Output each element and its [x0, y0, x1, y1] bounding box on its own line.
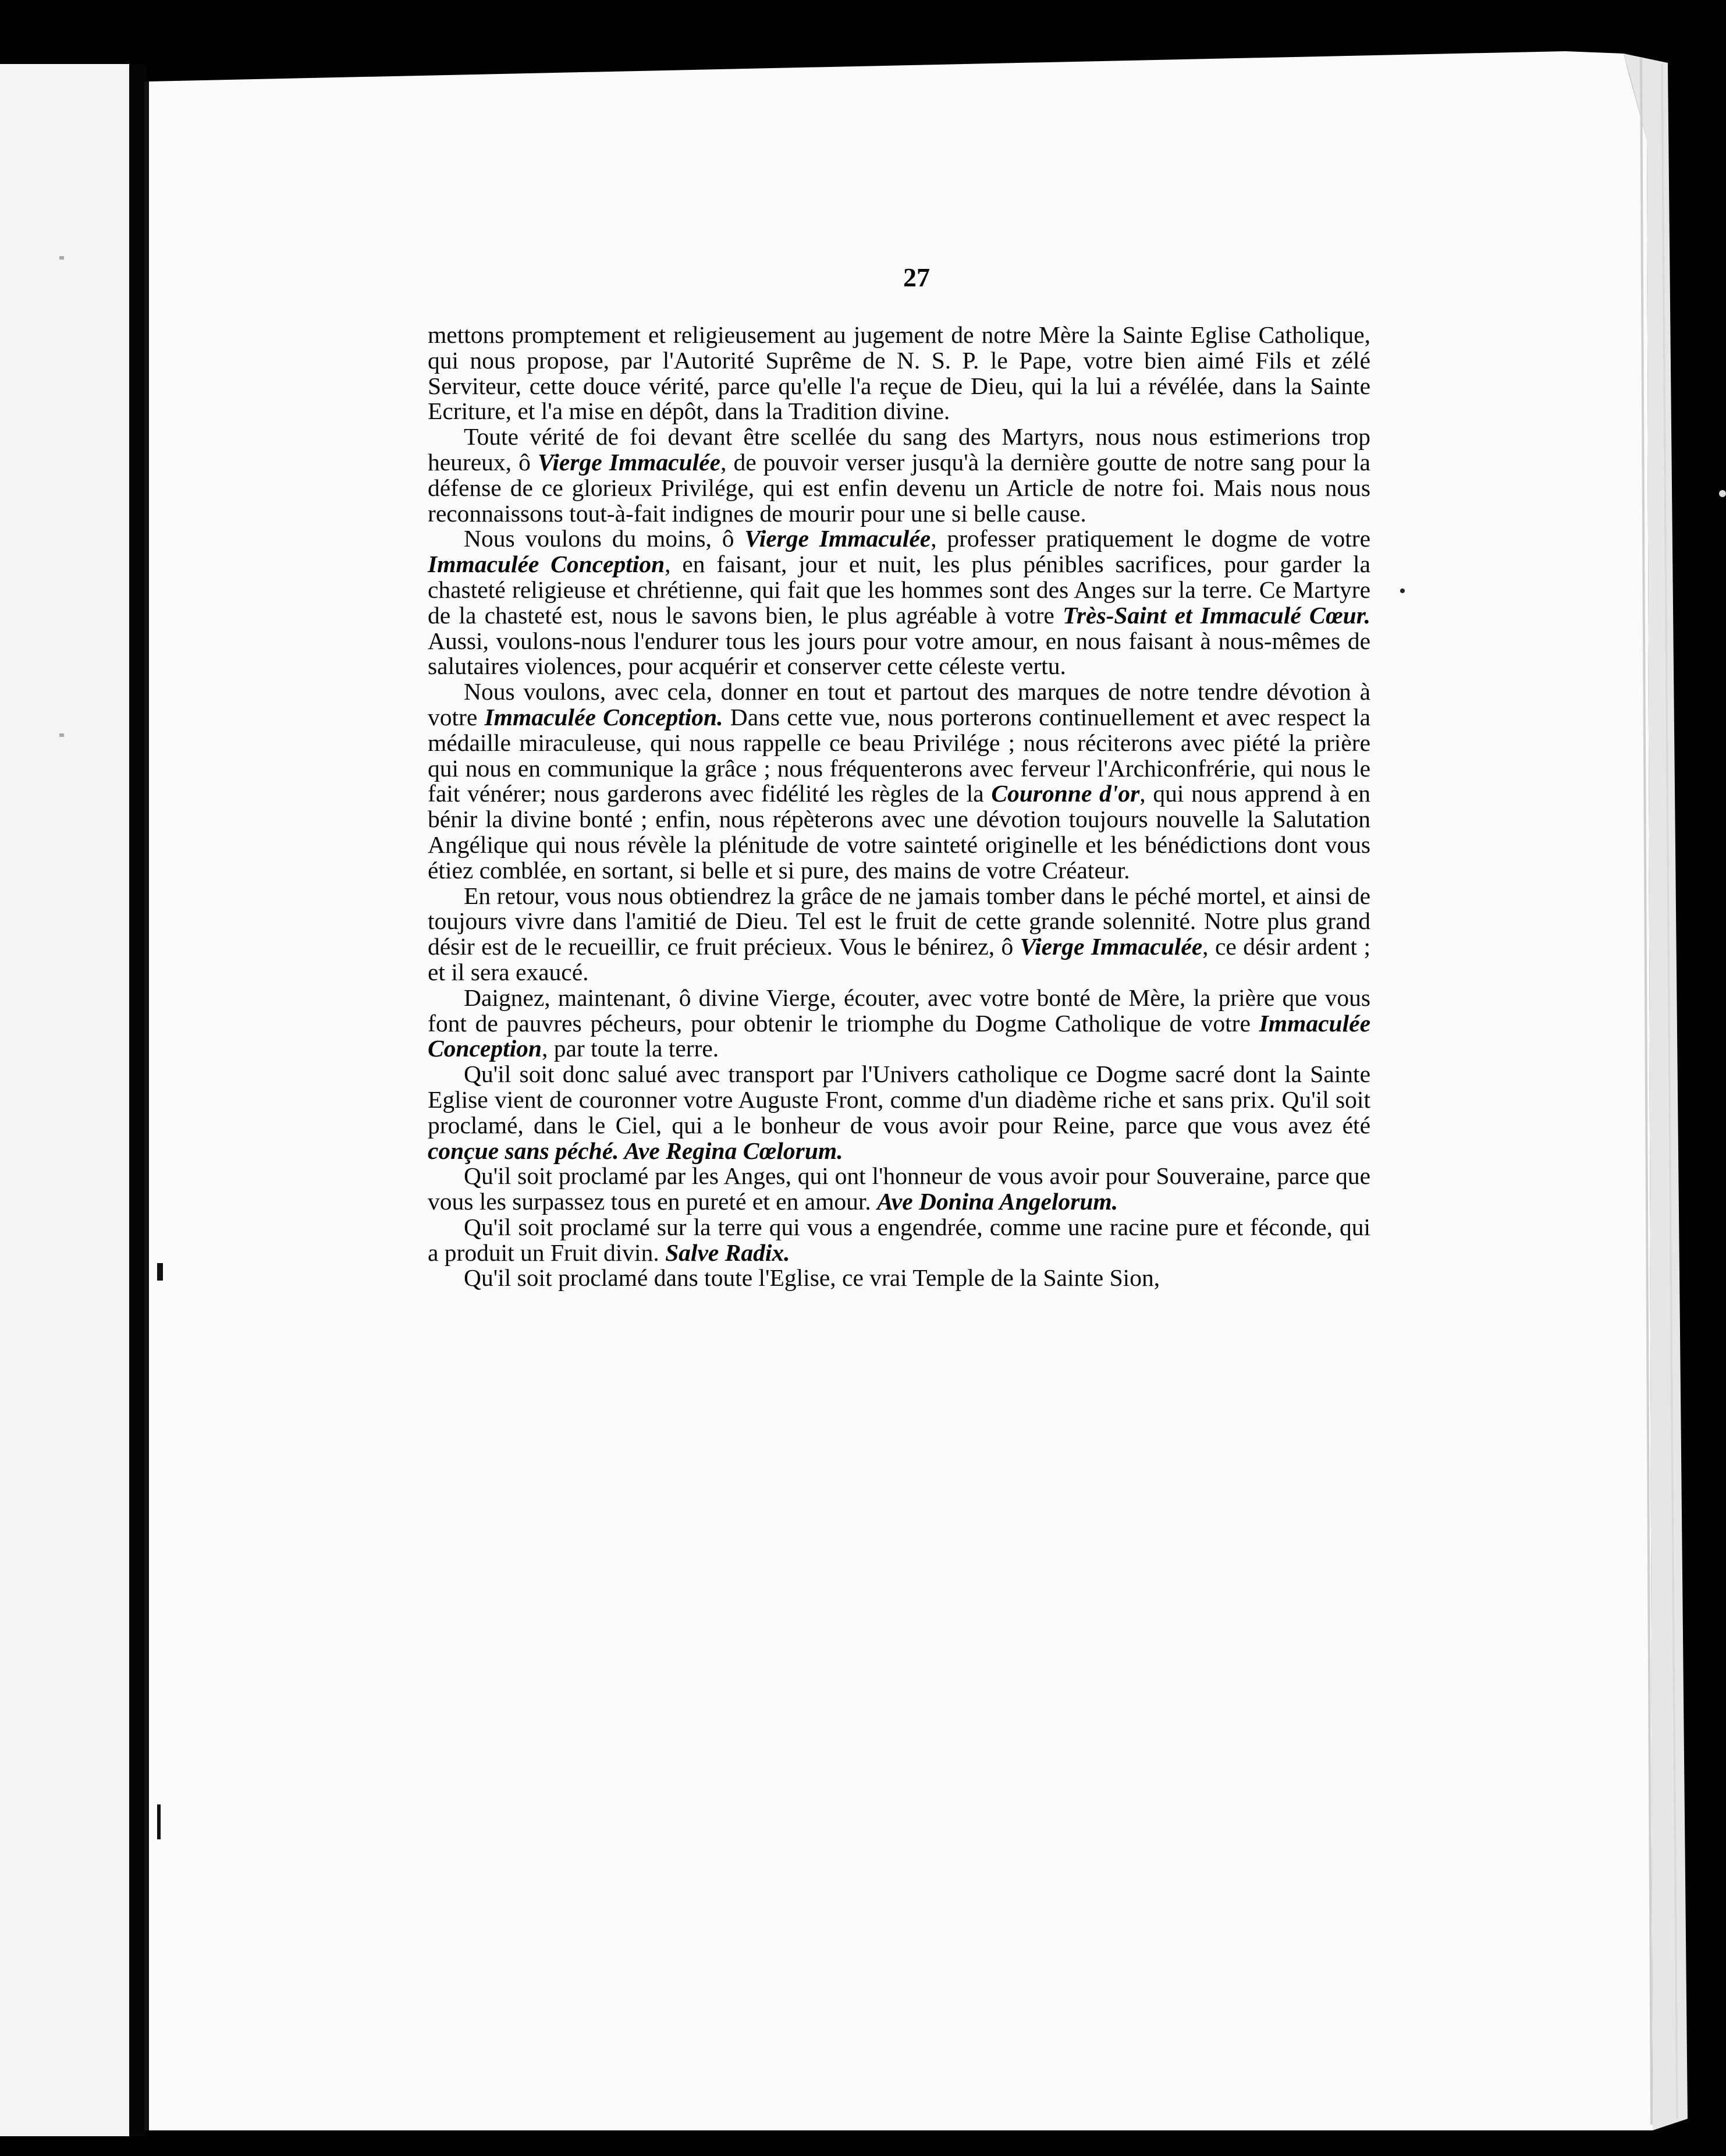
page-text-block	[428, 263, 1370, 1291]
scan-speck	[1719, 490, 1726, 497]
paragraph	[428, 985, 1370, 1062]
paragraph	[428, 322, 1370, 424]
text-run: , en faisant, jour et nuit, les plus pénibles sacrifices, pour garder la chasteté religieuse et chrétienne, qui fait que les hommes sont des Anges sur la terre. Ce Martyre de la chasteté est, nous le savons bien, le plus agréable à votre	[428, 551, 1370, 629]
italic-phrase: Très-Saint et Immaculé Cœur.	[1063, 601, 1370, 629]
text-run: , de pouvoir verser jusqu'à la dernière goutte de notre sang pour la défense de ce glorieux Privilége, qui est enfin devenu un Article de notre foi. Mais nous nous reconnaissons tout-à-fait indignes de mourir pour une si belle cause.	[428, 448, 1370, 527]
text-run: Toute vérité de foi devant être scellée du sang des Martyrs, nous nous estimerions trop heureux, ô	[428, 423, 1370, 476]
paragraph	[428, 1215, 1370, 1266]
page-number: 27	[903, 263, 930, 292]
scan-mark	[157, 1263, 163, 1281]
text-run: Daignez, maintenant, ô divine Vierge, écouter, avec votre bonté de Mère, la prière que vous font de pauvres pécheurs, pour obtenir le triomphe du Dogme Catholique de votre	[428, 984, 1370, 1037]
text-run: , professer pratiquement le dogme de votre	[931, 525, 1370, 552]
italic-phrase: Ave Donina Angelorum.	[877, 1188, 1118, 1215]
italic-phrase: Immaculée Conception	[428, 551, 665, 578]
italic-phrase: Couronne d'or	[991, 780, 1140, 807]
italic-phrase: Salve Radix.	[665, 1239, 790, 1266]
paragraph	[428, 679, 1370, 883]
scan-mark	[59, 733, 64, 737]
paragraph	[428, 424, 1370, 526]
italic-phrase: Vierge Immaculée	[537, 448, 721, 476]
text-run: Aussi, voulons-nous l'endurer tous les jours pour votre amour, en nous faisant à nous-mêmes de salutaires violences, pour acquérir et conserver cette céleste vertu.	[428, 627, 1370, 680]
scan-speck	[1400, 588, 1405, 593]
text-run: , par toute la terre.	[542, 1035, 719, 1062]
paragraph	[428, 1062, 1370, 1164]
italic-phrase: Immaculée Conception.	[484, 703, 723, 731]
text-run: Nous voulons, avec cela, donner en tout et partout des marques de notre tendre dévotion à votre	[428, 678, 1370, 731]
text-run: Qu'il soit donc salué avec transport par l'Univers catholique ce Dogme sacré dont la Sainte Eglise vient de couronner votre Auguste Front, comme d'un diadème riche et sans prix. Qu'il soit proclamé, dans le Ciel, qui a le bonheur de vous avoir pour Reine, parce que vous avez été	[428, 1061, 1370, 1139]
text-run: Qu'il soit proclamé sur la terre qui vous a engendrée, comme une racine pure et féconde, qui a produit un Fruit divin.	[428, 1213, 1370, 1266]
scan-mark	[59, 256, 64, 260]
text-run: Nous voulons du moins, ô	[464, 525, 745, 552]
paragraph-list	[428, 322, 1370, 1291]
paragraph	[428, 1265, 1370, 1291]
text-run: Qu'il soit proclamé par les Anges, qui ont l'honneur de vous avoir pour Souveraine, parce que vous les surpassez tous en pureté et en amour.	[428, 1162, 1370, 1215]
paragraph	[428, 1164, 1370, 1215]
italic-phrase: Vierge Immaculée	[1020, 933, 1203, 960]
text-run: , qui nous apprend à en bénir la divine bonté ; enfin, nous répèterons avec une dévotion toujours nouvelle la Salutation Angélique qui nous révèle la plénitude de votre sainteté originelle et les bénédictions dont vous étiez comblée, en sortant, si belle et si pure, des mains de votre Créateur.	[428, 780, 1370, 884]
text-run: mettons promptement et religieusement au jugement de notre Mère la Sainte Eglise Catholique, qui nous propose, par l'Autorité Suprême de N. S. P. le Pape, votre bien aimé Fils et zélé Serviteur, cette douce vérité, parce qu'elle l'a reçue de Dieu, qui la lui a révélée, dans la Sainte Ecriture, et l'a mise en dépôt, dans la Tradition divine.	[428, 321, 1370, 425]
paragraph	[428, 526, 1370, 679]
italic-phrase: Vierge Immaculée	[744, 525, 931, 552]
text-run: Dans cette vue, nous porterons continuellement et avec respect la médaille miraculeuse, qui nous rappelle ce beau Privilége ; nous réciterons avec piété la prière qui nous en communique la grâce ; nous fréquenterons avec ferveur l'Archiconfrérie, qui nous le fait vénérer; nous garderons avec fidélité les règles de la	[428, 703, 1370, 807]
italic-phrase: conçue sans péché. Ave Regina Cœlorum.	[428, 1137, 843, 1164]
left-page-gutter	[129, 64, 147, 2136]
text-run: En retour, vous nous obtiendrez la grâce de ne jamais tomber dans le péché mortel, et ainsi de toujours vivre dans l'amitié de Dieu. Tel est le fruit de cette grande solennité. Notre plus grand désir est de le recueillir, ce fruit précieux. Vous le bénirez, ô	[428, 882, 1370, 960]
text-run: Qu'il soit proclamé dans toute l'Eglise, ce vrai Temple de la Sainte Sion,	[464, 1264, 1160, 1292]
text-run: , ce désir ardent ; et il sera exaucé.	[428, 933, 1370, 985]
left-page-edge	[0, 64, 129, 2136]
paragraph	[428, 884, 1370, 985]
italic-phrase: Immaculée Conception	[428, 1009, 1370, 1062]
scan-mark	[157, 1804, 161, 1839]
